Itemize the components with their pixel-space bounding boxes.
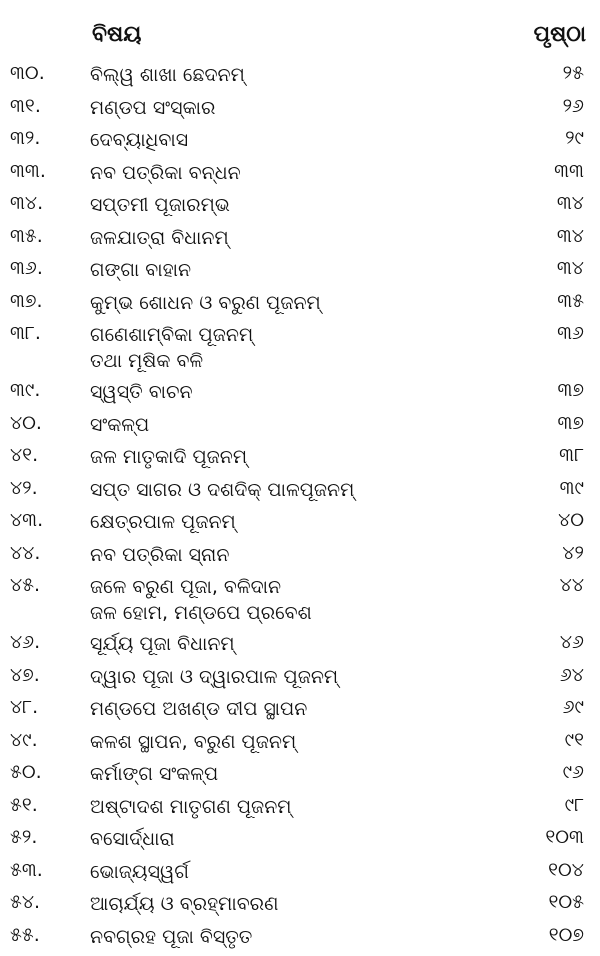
page-heading: ପୃଷ୍ଠା [534, 22, 586, 47]
entry-title [90, 412, 500, 438]
entry-title [90, 95, 500, 121]
entry-number: ୪୩. [0, 509, 90, 531]
toc-row [0, 924, 600, 956]
entry-title-line: ଆଚାର୍ଯ୍ୟ ଓ ବ୍ରହ୍ମାବରଣ [90, 891, 500, 917]
entry-page: ୩୯ [500, 477, 600, 499]
entry-title [90, 859, 500, 885]
entry-title-line: ଦ୍ୱାର ପୂଜା ଓ ଦ୍ୱାରପାଳ ପୂଜନମ୍ [90, 664, 500, 690]
entry-page: ୪୬ [500, 631, 600, 653]
entry-page: ୨୯ [500, 127, 600, 149]
entry-page: ୩୭ [500, 412, 600, 434]
toc-row [0, 542, 600, 575]
entry-number: ୪୫. [0, 574, 90, 596]
toc-row [0, 444, 600, 477]
entry-page: ୩୫ [500, 290, 600, 312]
entry-title [90, 542, 500, 568]
entry-title-line: ଭୋଜ୍ୟସ୍ୱର୍ଗ [90, 859, 500, 885]
entry-page: ୩୪ [500, 225, 600, 247]
entry-title [90, 322, 500, 374]
entry-number: ୩୭. [0, 290, 90, 312]
entry-page: ୪୪ [500, 574, 600, 596]
entry-title-line: ଗଣେଶାମ୍ବିକା ପୂଜନମ୍ [90, 322, 500, 348]
entry-number: ୫୫. [0, 924, 90, 946]
entry-title [90, 62, 500, 88]
entry-title [90, 826, 500, 852]
entry-title-line: ତଥା ମୂଷିକ ବଳି [90, 348, 500, 374]
entry-title [90, 696, 500, 722]
entry-page: ୧୦୩ [500, 826, 600, 848]
toc-row [0, 696, 600, 729]
entry-page: ୩୩ [500, 160, 600, 182]
entry-title-line: ନବ ପତ୍ରିକା ସ୍ନାନ [90, 542, 500, 568]
entry-page: ୩୪ [500, 257, 600, 279]
entry-title-line: ଜଳଯାତ୍ରା ବିଧାନମ୍ [90, 225, 500, 251]
toc-row [0, 257, 600, 290]
entry-title-line: ସପ୍ତ ସାଗର ଓ ଦଶଦିକ୍ ପାଳପୂଜନମ୍ [90, 477, 500, 503]
entry-number: ୩୨. [0, 127, 90, 149]
entry-page: ୧୦୭ [500, 924, 600, 946]
entry-number: ୫୨. [0, 826, 90, 848]
entry-page: ୧୦୫ [500, 891, 600, 913]
entry-title [90, 509, 500, 535]
toc-row [0, 859, 600, 892]
entry-page: ୯୧ [500, 729, 600, 751]
toc-row [0, 160, 600, 193]
toc-row [0, 664, 600, 697]
entry-title [90, 574, 500, 626]
entry-page: ୯୬ [500, 761, 600, 783]
entry-number: ୪୬. [0, 631, 90, 653]
toc-row [0, 631, 600, 664]
entry-number: ୪୨. [0, 477, 90, 499]
entry-number: ୩୦. [0, 62, 90, 84]
toc-row [0, 290, 600, 323]
toc-row [0, 379, 600, 412]
entry-title [90, 160, 500, 186]
entry-title [90, 664, 500, 690]
entry-title-line: ସ୍ୱସ୍ତି ବାଚନ [90, 379, 500, 405]
toc-row [0, 127, 600, 160]
entry-title [90, 127, 500, 153]
entry-title [90, 761, 500, 787]
entry-title-line: ଜଳ ମାତୃକାଦି ପୂଜନମ୍ [90, 444, 500, 470]
entry-number: ୫୦. [0, 761, 90, 783]
entry-number: ୪୯. [0, 729, 90, 751]
entry-title-line: ସୂର୍ଯ୍ୟ ପୂଜା ବିଧାନମ୍ [90, 631, 500, 657]
entry-title [90, 924, 500, 950]
toc-row [0, 574, 600, 631]
toc-row [0, 412, 600, 445]
toc-row [0, 322, 600, 379]
entry-title-line: ନବଗ୍ରହ ପୂଜା ବିସ୍ତୃତ [90, 924, 500, 950]
toc-row [0, 62, 600, 95]
entry-page: ୪୨ [500, 542, 600, 564]
entry-number: ୪୪. [0, 542, 90, 564]
entry-title-line: ସଂକଳ୍ପ [90, 412, 500, 438]
entry-title-line: କର୍ମାଙ୍ଗ ସଂକଳ୍ପ [90, 761, 500, 787]
entry-number: ୩୫. [0, 225, 90, 247]
toc-row [0, 761, 600, 794]
entry-page: ୬୯ [500, 696, 600, 718]
entry-number: ୫୪. [0, 891, 90, 913]
entry-title [90, 891, 500, 917]
toc-row [0, 826, 600, 859]
toc-row [0, 95, 600, 128]
entry-number: ୫୩. [0, 859, 90, 881]
entry-page: ୪୦ [500, 509, 600, 531]
toc-row [0, 192, 600, 225]
entry-title [90, 477, 500, 503]
entry-page: ୩୪ [500, 192, 600, 214]
entry-title-line: କୁମ୍ଭ ଶୋଧନ ଓ ବରୁଣ ପୂଜନମ୍ [90, 290, 500, 316]
entry-title-line: ମଣ୍ଡପେ ଅଖଣ୍ଡ ଦୀପ ସ୍ଥାପନ [90, 696, 500, 722]
toc-header [0, 22, 600, 56]
entry-number: ୪୧. [0, 444, 90, 466]
entry-title-line: କଳଶ ସ୍ଥାପନ, ବରୁଣ ପୂଜନମ୍ [90, 729, 500, 755]
entry-page: ୯୮ [500, 794, 600, 816]
entry-title-line: ଜଳେ ବରୁଣ ପୂଜା, ବଳିଦାନ [90, 574, 500, 600]
entry-title [90, 631, 500, 657]
entry-title-line: ନବ ପତ୍ରିକା ବନ୍ଧନ [90, 160, 500, 186]
entry-title [90, 225, 500, 251]
toc-row [0, 729, 600, 762]
toc-row [0, 477, 600, 510]
entry-number: ୩୬. [0, 257, 90, 279]
entry-number: ୩୩. [0, 160, 90, 182]
entry-page: ୬୪ [500, 664, 600, 686]
entry-number: ୩୧. [0, 95, 90, 117]
entry-number: ୩୪. [0, 192, 90, 214]
toc-row [0, 891, 600, 924]
entry-number: ୫୧. [0, 794, 90, 816]
entry-number: ୩୮. [0, 322, 90, 344]
entry-title [90, 290, 500, 316]
entry-title-line: କ୍ଷେତ୍ରପାଳ ପୂଜନମ୍ [90, 509, 500, 535]
entry-title [90, 794, 500, 820]
entry-title-line: ମଣ୍ଡପ ସଂସ୍କାର [90, 95, 500, 121]
entry-title-line: ଅଷ୍ଟାଦଶ ମାତୃଗଣ ପୂଜନମ୍ [90, 794, 500, 820]
toc-list [0, 62, 600, 956]
entry-number: ୩୯. [0, 379, 90, 401]
entry-title-line: ସପ୍ତମୀ ପୂଜାରମ୍ଭ [90, 192, 500, 218]
entry-title [90, 729, 500, 755]
entry-page: ୩୭ [500, 379, 600, 401]
entry-title [90, 444, 500, 470]
entry-title-line: ଗଙ୍ଗା ବାହାନ [90, 257, 500, 283]
subject-heading: ବିଷୟ [92, 22, 141, 47]
entry-title [90, 379, 500, 405]
entry-title-line: ବିଲ୍ୱ ଶାଖା ଛେଦନମ୍ [90, 62, 500, 88]
entry-page: ୩୮ [500, 444, 600, 466]
entry-number: ୪୦. [0, 412, 90, 434]
entry-page: ୧୦୪ [500, 859, 600, 881]
entry-title [90, 257, 500, 283]
entry-page: ୩୬ [500, 322, 600, 344]
entry-title-line: ଜଳ ହୋମ, ମଣ୍ଡପେ ପ୍ରବେଶ [90, 600, 500, 626]
entry-number: ୪୭. [0, 664, 90, 686]
entry-title-line: ଦେବ୍ୟାଧିବାସ [90, 127, 500, 153]
toc-row [0, 509, 600, 542]
toc-row [0, 794, 600, 827]
entry-title [90, 192, 500, 218]
entry-page: ୨୫ [500, 62, 600, 84]
entry-title-line: ବସୋର୍ଦ୍ଧାରା [90, 826, 500, 852]
toc-row [0, 225, 600, 258]
entry-page: ୨୬ [500, 95, 600, 117]
entry-number: ୪୮. [0, 696, 90, 718]
